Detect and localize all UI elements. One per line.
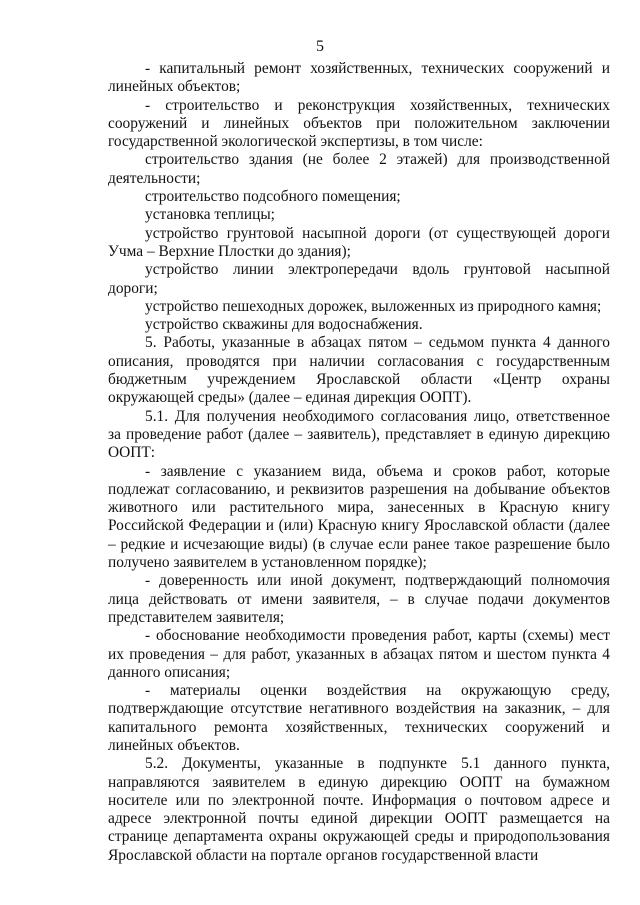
paragraph-dirt-road: устройство грунтовой насыпной дороги (от существующей дороги Учма – Верхние Плостки до здания); — [108, 224, 610, 260]
paragraph-impact-assessment: - материалы оценки воздействия на окружающую среду, подтверждающие отсутствие негативного воздействия на заказник, – для капитального ремонта хозяйственных, технических сооружений и линейных объектов. — [108, 682, 610, 754]
paragraph-section-5-1: 5.1. Для получения необходимого согласования лицо, ответственное за проведение работ (далее – заявитель), представляет в единую дирекцию ООПТ: — [108, 407, 610, 462]
paragraph-power-line: устройство линии электропередачи вдоль грунтовой насыпной дороги; — [108, 261, 610, 297]
paragraph-footpaths: устройство пешеходных дорожек, выложенных из природного камня; — [145, 297, 602, 315]
document-body — [108, 60, 610, 865]
paragraph-greenhouse: установка теплицы; — [145, 206, 275, 224]
page-number: 5 — [316, 38, 324, 55]
paragraph-capital-repair: - капитальный ремонт хозяйственных, технических сооружений и линейных объектов; — [108, 60, 610, 96]
paragraph-building: строительство здания (не более 2 этажей) для производственной деятельности; — [108, 151, 610, 187]
paragraph-application: - заявление с указанием вида, объема и сроков работ, которые подлежат согласованию, и реквизитов разрешения на добывание объектов животного или растительного мира, занесенных в Красную книгу Российской Федерации и (или) Красную книгу Ярославской области (далее – редкие и исчезающие виды) (в случае если ранее такое разрешение было получено заявителем в установленном порядке); — [108, 462, 610, 572]
paragraph-power-of-attorney: - доверенность или иной документ, подтверждающий полномочия лица действовать от имени заявителя, – в случае подачи документов представителем заявителя; — [108, 572, 610, 626]
paragraph-section-5-2: 5.2. Документы, указанные в подпункте 5.1 данного пункта, направляются заявителем в единую дирекцию ООПТ на бумажном носителе или по электронной почте. Информация о почтовом адресе и адресе электронной почты единой дирекции ООПТ размещается на странице департамента охраны окружающей среды и природопользования Ярославской области на портале органов государственной власти — [108, 755, 610, 864]
paragraph-auxiliary-room: строительство подсобного помещения; — [145, 188, 401, 206]
paragraph-section-5: 5. Работы, указанные в абзацах пятом – седьмом пункта 4 данного описания, проводятся при наличии согласования с государственным бюджетным учреждением Ярославской области «Центр охраны окружающей среды» (далее – единая дирекция ООПТ). — [108, 334, 610, 407]
paragraph-construction: - строительство и реконструкция хозяйственных, технических сооружений и линейных объектов при положительном заключении государственной экологической экспертизы, в том числе: — [108, 96, 610, 151]
paragraph-justification: - обоснование необходимости проведения работ, карты (схемы) мест их проведения – для работ, указанных в абзацах пятом и шестом пункта 4 данного описания; — [108, 627, 610, 681]
paragraph-water-well: устройство скважины для водоснабжения. — [145, 316, 423, 334]
